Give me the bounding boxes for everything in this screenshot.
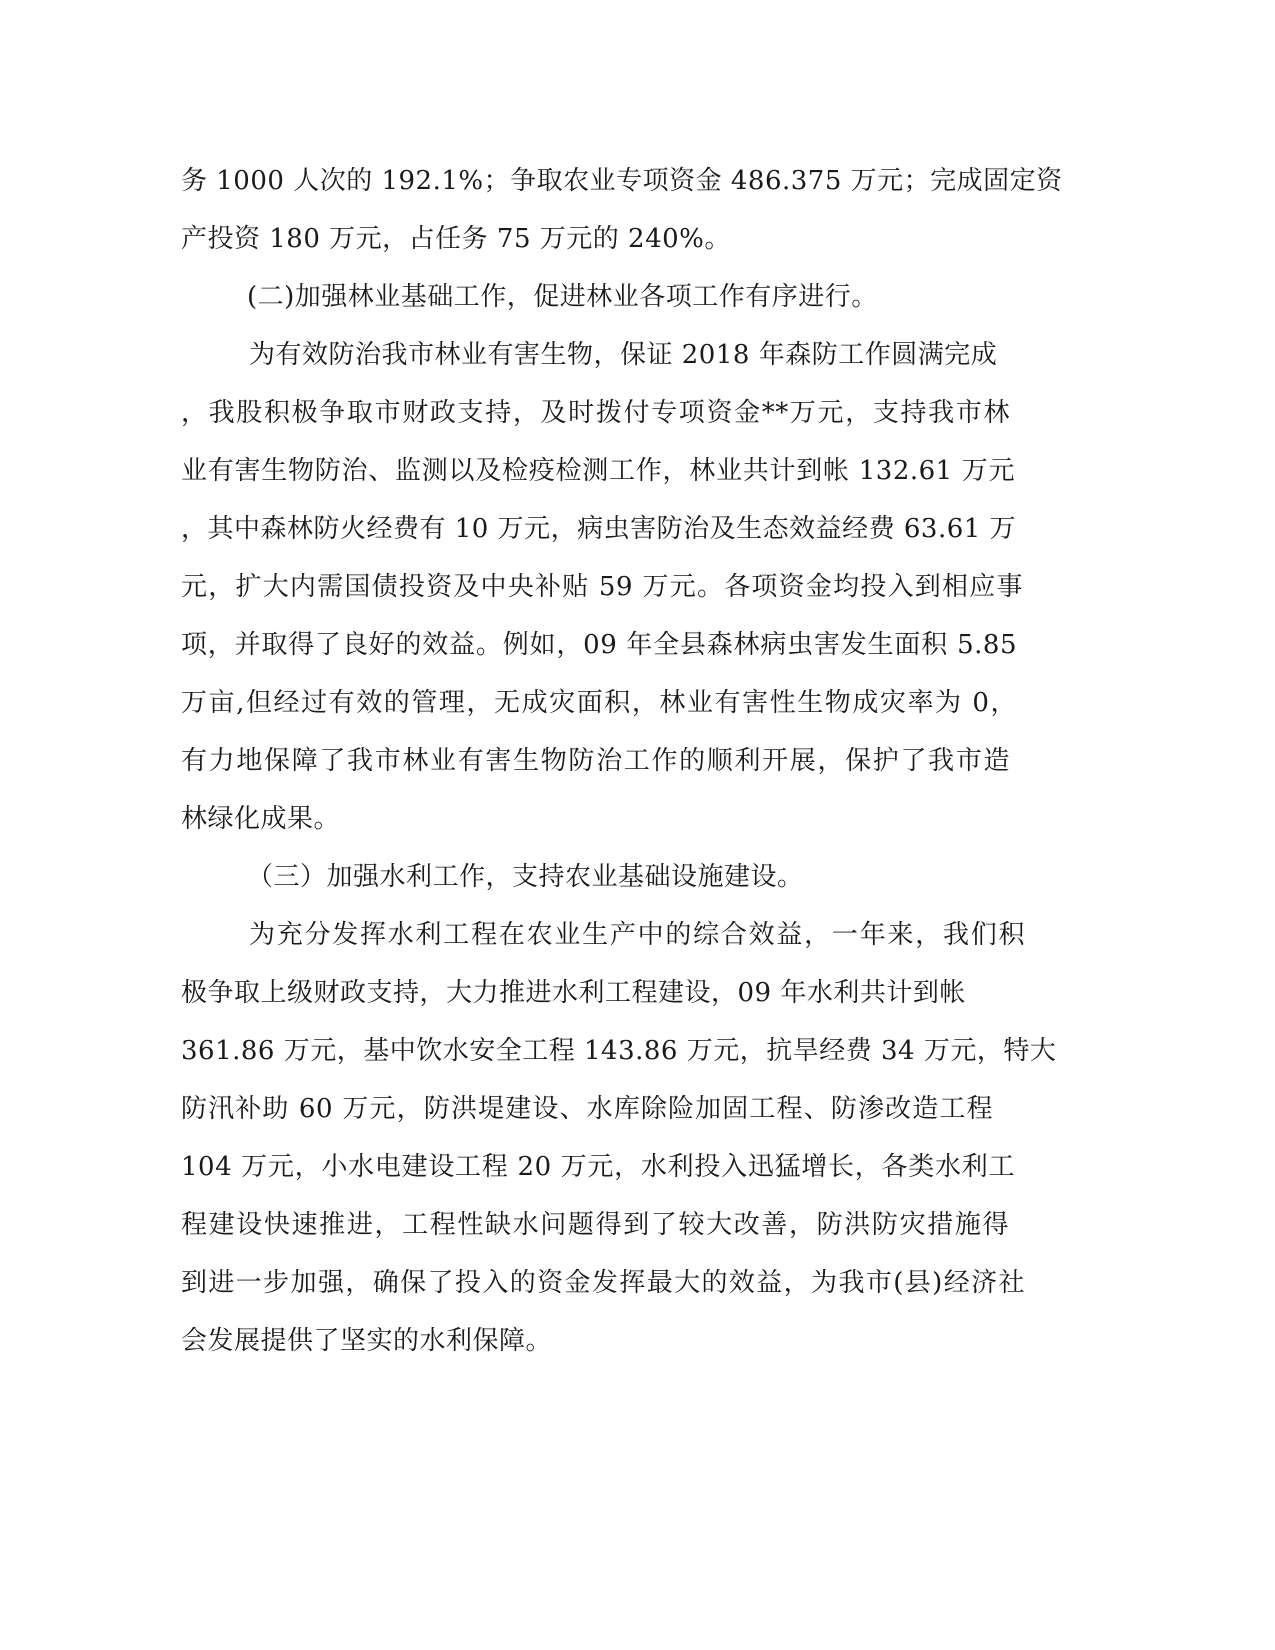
paragraph-line-16: 361.86 万元，基中饮水安全工程 143.86 万元，抗旱经费 34 万元，特大	[181, 1036, 1057, 1066]
paragraph-line-12: 林绿化成果。	[181, 804, 341, 834]
paragraph-line-8: 元，扩大内需国债投资及中央补贴 59 万元。各项资金均投入到相应事	[181, 572, 1023, 602]
paragraph-line-1: 务 1000 人次的 192.1%；争取农业专项资金 486.375 万元；完成固定资	[181, 166, 1063, 196]
paragraph-line-20: 到进一步加强，确保了投入的资金发挥最大的效益，为我市(县)经济社	[181, 1268, 1025, 1298]
paragraph-line-9: 项，并取得了良好的效益。例如，09 年全县森林病虫害发生面积 5.85	[181, 630, 1017, 660]
paragraph-line-6: 业有害生物防治、监测以及检疫检测工作，林业共计到帐 132.61 万元	[181, 456, 1015, 486]
paragraph-line-7: ，其中森林防火经费有 10 万元，病虫害防治及生态效益经费 63.61 万	[181, 514, 1017, 544]
paragraph-line-15: 极争取上级财政支持，大力推进水利工程建设，09 年水利共计到帐	[181, 978, 966, 1008]
paragraph-line-21: 会发展提供了坚实的水利保障。	[181, 1326, 553, 1356]
paragraph-line-4: 为有效防治我市林业有害生物，保证 2018 年森防工作圆满完成	[249, 340, 998, 370]
section-heading-2: (二)加强林业基础工作，促进林业各项工作有序进行。	[247, 282, 878, 312]
paragraph-line-17: 防汛补助 60 万元，防洪堤建设、水库除险加固工程、防渗改造工程	[181, 1094, 993, 1124]
paragraph-line-5: ，我股积极争取市财政支持，及时拨付专项资金**万元，支持我市林	[181, 398, 1010, 428]
section-heading-3: （三）加强水利工作，支持农业基础设施建设。	[247, 862, 804, 892]
paragraph-line-11: 有力地保障了我市林业有害生物防治工作的顺利开展，保护了我市造	[181, 746, 1010, 776]
paragraph-line-14: 为充分发挥水利工程在农业生产中的综合效益，一年来，我们积	[249, 920, 1025, 950]
paragraph-line-2: 产投资 180 万元，占任务 75 万元的 240%。	[181, 224, 731, 254]
paragraph-line-18: 104 万元，小水电建设工程 20 万元，水利投入迅猛增长，各类水利工	[181, 1152, 1015, 1182]
paragraph-line-10: 万亩,但经过有效的管理，无成灾面积，林业有害性生物成灾率为 0，	[181, 688, 1017, 718]
paragraph-line-19: 程建设快速推进，工程性缺水问题得到了较大改善，防洪防灾措施得	[181, 1210, 1009, 1240]
